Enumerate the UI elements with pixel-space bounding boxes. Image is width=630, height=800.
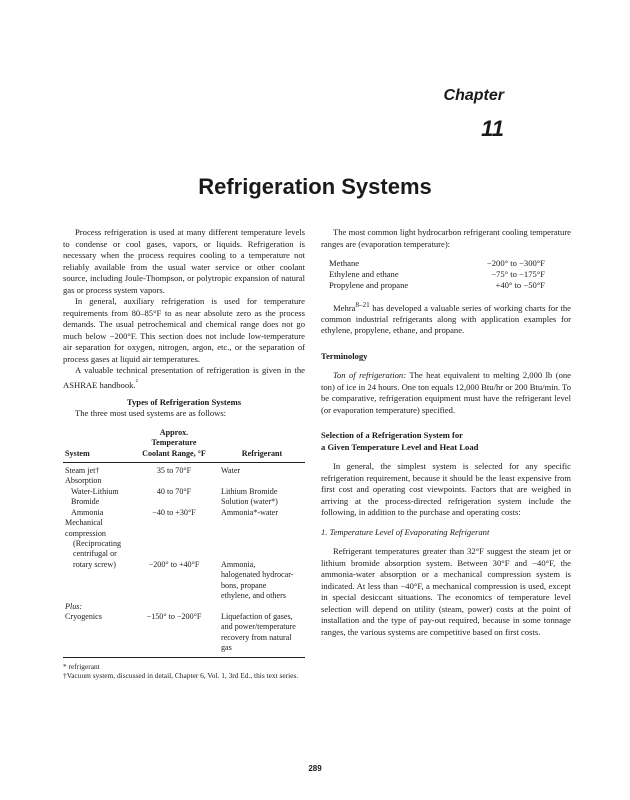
col-range-line2: Temperature <box>151 438 197 448</box>
cell-range: 40 to 70°F <box>156 486 192 496</box>
cell-line: Solution (water*) <box>221 497 278 507</box>
cell-system: Plus: <box>65 601 83 611</box>
table-row <box>63 476 305 486</box>
selection-paragraph: In general, the simplest system is selected for any specific refrigeration requirement, because it should be the least expensive from first cost and operating cost viewpoints. Factors that are weighed in arriving at the process-directed refrigeration system include the following, in addition to the purchase and operating costs: <box>321 461 571 518</box>
systems-table <box>63 428 305 658</box>
cell-line: compression <box>65 528 106 538</box>
intro-paragraph: Process refrigeration is used at many different temperature levels to condense or cool gases, vapors, or liquids. Refrigeration is necessary when the process requires cooling to a temperature not reliably available from the usual water service or other coolant source, including Joule-Thompson, or polytropic expansion of natural gas or process system vapors. <box>63 227 305 295</box>
col-range <box>129 428 219 463</box>
selection-heading-line1: Selection of a Refrigeration System for <box>321 430 463 441</box>
mehra-paragraph <box>321 300 571 337</box>
cell-range: −200° to +40°F <box>148 559 200 569</box>
temperature-level-subheading: 1. Temperature Level of Evaporating Refrigerant <box>321 526 490 537</box>
col-range-line3: Coolant Range, °F <box>142 448 206 458</box>
cell-system <box>63 518 129 539</box>
cell-refrigerant: Ammonia*-water <box>221 507 279 517</box>
range-table <box>329 258 545 292</box>
note-refrigerant: * refrigerant <box>63 661 100 671</box>
cell-system: Absorption <box>65 476 102 486</box>
hydrocarbon-paragraph: The most common light hydrocarbon refrigerant cooling temperature ranges are (evaporation temperature): <box>321 227 571 249</box>
cell-line: ethylene, and others <box>221 591 286 601</box>
terminology-heading: Terminology <box>321 350 368 361</box>
cell-line: recovery from natural <box>221 632 292 642</box>
ashrae-ref: ² <box>135 377 138 386</box>
page-number: 289 <box>308 764 322 773</box>
table-row <box>63 508 305 518</box>
cell-refrigerant: Water <box>221 466 241 476</box>
cell-refrigerant <box>219 539 305 602</box>
table-row <box>63 612 305 657</box>
cell-line: (Reciprocating <box>73 538 122 548</box>
range-value: −200° to −300°F <box>486 258 545 268</box>
cell-line: halogenated hydrocar- <box>221 570 294 580</box>
chapter-number: 11 <box>481 116 504 141</box>
cell-line: gas <box>221 643 232 653</box>
table-row <box>63 518 305 539</box>
cell-system: Steam jet† <box>65 466 100 476</box>
right-column <box>321 227 571 638</box>
cell-line: Ammonia, <box>221 559 256 569</box>
selection-heading <box>321 430 571 453</box>
page-title: Refrigeration Systems <box>198 174 432 199</box>
ashrae-paragraph <box>63 365 305 391</box>
mehra-name: Mehra <box>333 302 356 313</box>
range-name: Propylene and propane <box>329 280 409 291</box>
types-heading: Types of Refrigeration Systems <box>126 396 242 407</box>
table-row <box>63 539 305 602</box>
temperature-level-paragraph: Refrigerant temperatures greater than 32°F suggest the steam jet or lithium bromide absorption system. Between 30°F and −40°F, the ammonia-water absorption or a mechanical compression system is indicated. At less than −40°F, a mechanical compression is used, except in special desiccant situations. The economics of temperature level selection will depend on utility (steam, power) costs at the point of installation and the type of pay-out required, because in some tonnage ranges, the various systems are competitive based on first costs. <box>321 546 571 637</box>
cell-line: Water-Lithium <box>71 486 119 496</box>
ton-label: Ton of refrigeration: <box>333 370 407 381</box>
col-system: System <box>65 448 90 458</box>
cell-system <box>63 539 129 602</box>
table-row <box>63 463 305 477</box>
mehra-text: has developed a valuable series of working charts for the common industrial refrigerants along with application examples for ethylene, propylene, ethane, and propane. <box>321 302 571 336</box>
cell-system <box>63 487 129 508</box>
cell-range: 35 to 70°F <box>156 466 192 476</box>
cell-line: Mechanical <box>65 518 103 528</box>
note-vacuum: †Vacuum system, discussed in detail, Chapter 6, Vol. 1, 3rd Ed., this text series. <box>63 671 299 681</box>
col-refrigerant: Refrigerant <box>241 448 283 458</box>
left-column <box>63 227 305 681</box>
range-value: −75° to −175°F <box>491 269 545 280</box>
range-name: Methane <box>329 258 360 268</box>
table-notes <box>63 662 305 681</box>
range-row <box>329 269 545 280</box>
cell-system: Cryogenics <box>65 611 102 621</box>
cell-line: Liquefaction of gases, <box>221 611 293 621</box>
ashrae-text: A valuable technical presentation of refrigeration is given in the ASHRAE handbook. <box>63 365 305 390</box>
cell-line: bons, propane <box>221 580 267 590</box>
selection-heading-line2: a Given Temperature Level and Heat Load <box>321 441 479 452</box>
range-row <box>329 258 545 269</box>
mehra-ref: 8–21 <box>355 300 370 309</box>
cell-refrigerant <box>219 487 305 508</box>
cell-line: Lithium Bromide <box>221 486 278 496</box>
range-paragraph: In general, auxiliary refrigeration is used for temperature requirements from 80–85°F to as near absolute zero as the process demands. The usual petrochemical and chemical range does not go much below −200°F. This section does not include low-temperature air separation for oxygen, nitrogen, argon, etc., or the separation of process gases at liquid air temperatures. <box>63 296 305 364</box>
cell-line: Bromide <box>71 497 100 507</box>
cell-range: −40 to +30°F <box>152 507 196 517</box>
range-value: +40° to −50°F <box>495 280 545 291</box>
ton-text: The heat equivalent to melting 2,000 lb (one ton) of ice in 24 hours. One ton equals 12,000 Btu/hr or 200 Btu/min. To be comparative, refrigeration equipment must have the refrigerant level (or evaporation temperature) specified. <box>321 370 571 415</box>
ton-definition <box>321 370 571 416</box>
cell-system: Ammonia <box>71 507 104 517</box>
table-row <box>63 487 305 508</box>
table-row <box>63 602 305 612</box>
cell-line: and power/temperature <box>221 622 296 632</box>
col-range-line1: Approx. <box>159 427 189 437</box>
cell-range: −150° to −200°F <box>146 611 202 621</box>
chapter-label: Chapter <box>443 87 504 104</box>
types-intro: The three most used systems are as follows: <box>75 408 227 419</box>
cell-refrigerant <box>219 612 305 657</box>
range-name: Ethylene and ethane <box>329 269 399 280</box>
cell-line: rotary screw) <box>73 559 116 569</box>
range-row <box>329 280 545 291</box>
cell-line: centrifugal or <box>73 549 117 559</box>
